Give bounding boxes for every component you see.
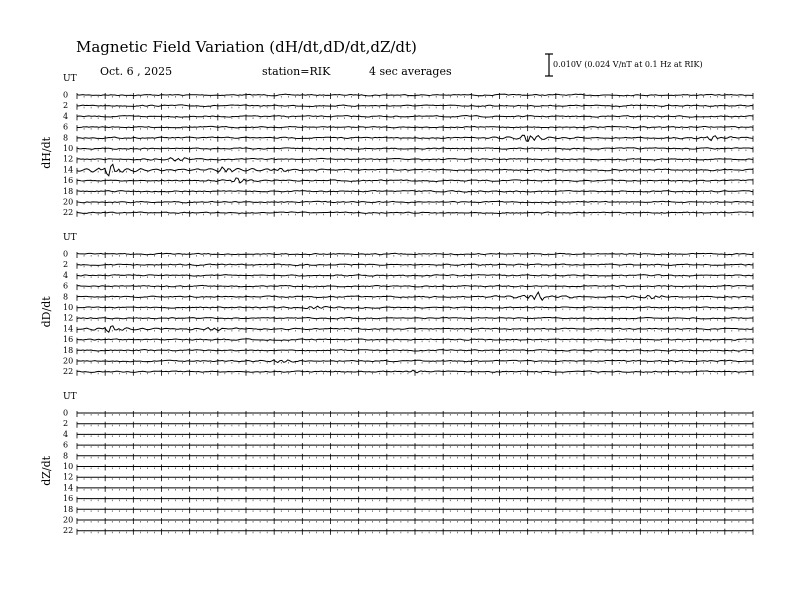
trace-line	[77, 178, 753, 183]
trace-line	[77, 105, 753, 107]
hour-tick-label: 0	[63, 408, 69, 418]
trace-line	[77, 191, 753, 193]
hour-tick-label: 8	[63, 292, 69, 302]
station-label: station=RIK	[262, 65, 331, 78]
hour-tick-label: 2	[63, 260, 69, 270]
trace-line	[77, 116, 753, 118]
hour-tick-label: 4	[63, 270, 69, 280]
panel-y-label: dD/dt	[40, 296, 53, 328]
averaging-label: 4 sec averages	[369, 65, 452, 78]
hour-tick-label: 16	[63, 335, 74, 345]
trace-line	[77, 306, 753, 309]
trace-line	[77, 339, 753, 341]
trace-line	[77, 126, 753, 128]
hour-tick-label: 22	[63, 208, 74, 218]
hour-tick-label: 0	[63, 249, 69, 259]
hour-tick-label: 10	[63, 303, 74, 312]
hour-tick-label: 2	[63, 101, 69, 111]
scale-label: 0.010V (0.024 V/nT at 0.1 Hz at RIK)	[553, 60, 703, 69]
hour-tick-label: 10	[63, 144, 74, 153]
date-label: Oct. 6 , 2025	[100, 65, 173, 78]
panel-ut-label: UT	[63, 233, 77, 243]
hour-tick-label: 22	[63, 367, 74, 377]
trace-line	[77, 164, 753, 175]
trace-line	[77, 148, 753, 150]
trace-line	[77, 326, 753, 332]
trace-line	[77, 212, 753, 214]
trace-line	[77, 201, 753, 203]
trace-line	[77, 350, 753, 352]
hour-tick-label: 12	[63, 472, 74, 482]
trace-line	[77, 158, 753, 161]
hour-tick-label: 0	[63, 90, 69, 100]
hour-tick-label: 14	[63, 483, 74, 493]
hour-tick-label: 18	[63, 345, 74, 355]
hour-tick-label: 16	[63, 494, 74, 504]
hour-tick-label: 18	[63, 186, 74, 196]
hour-tick-label: 4	[63, 111, 69, 121]
panel-ut-label: UT	[63, 74, 77, 84]
hour-tick-label: 20	[63, 515, 74, 525]
panel-y-label: dZ/dt	[40, 455, 53, 486]
trace-line	[77, 317, 753, 318]
hour-tick-label: 16	[63, 176, 74, 186]
trace-line	[77, 135, 753, 141]
hour-tick-label: 20	[63, 356, 74, 366]
hour-tick-label: 6	[63, 440, 69, 450]
trace-line	[77, 360, 753, 363]
panel-ut-label: UT	[63, 392, 77, 402]
hour-tick-label: 8	[63, 133, 69, 143]
hour-tick-label: 20	[63, 197, 74, 207]
hour-tick-label: 4	[63, 429, 69, 439]
hour-tick-label: 22	[63, 526, 74, 536]
trace-line	[77, 94, 753, 96]
hour-tick-label: 14	[63, 324, 74, 334]
hour-tick-label: 6	[63, 281, 69, 291]
trace-line	[77, 264, 753, 266]
hour-tick-label: 12	[63, 313, 74, 323]
trace-line	[77, 285, 753, 286]
hour-tick-label: 2	[63, 419, 69, 429]
trace-line	[77, 370, 753, 373]
chart-title: Magnetic Field Variation (dH/dt,dD/dt,dZ/dt)	[76, 38, 417, 56]
hour-tick-label: 12	[63, 154, 74, 164]
trace-line	[77, 253, 753, 254]
hour-tick-label: 10	[63, 462, 74, 471]
trace-line	[77, 292, 753, 300]
hour-tick-label: 18	[63, 504, 74, 514]
panel-y-label: dH/dt	[40, 136, 53, 169]
hour-tick-label: 8	[63, 451, 69, 461]
hour-tick-label: 14	[63, 165, 74, 175]
hour-tick-label: 6	[63, 122, 69, 132]
trace-line	[77, 275, 753, 277]
